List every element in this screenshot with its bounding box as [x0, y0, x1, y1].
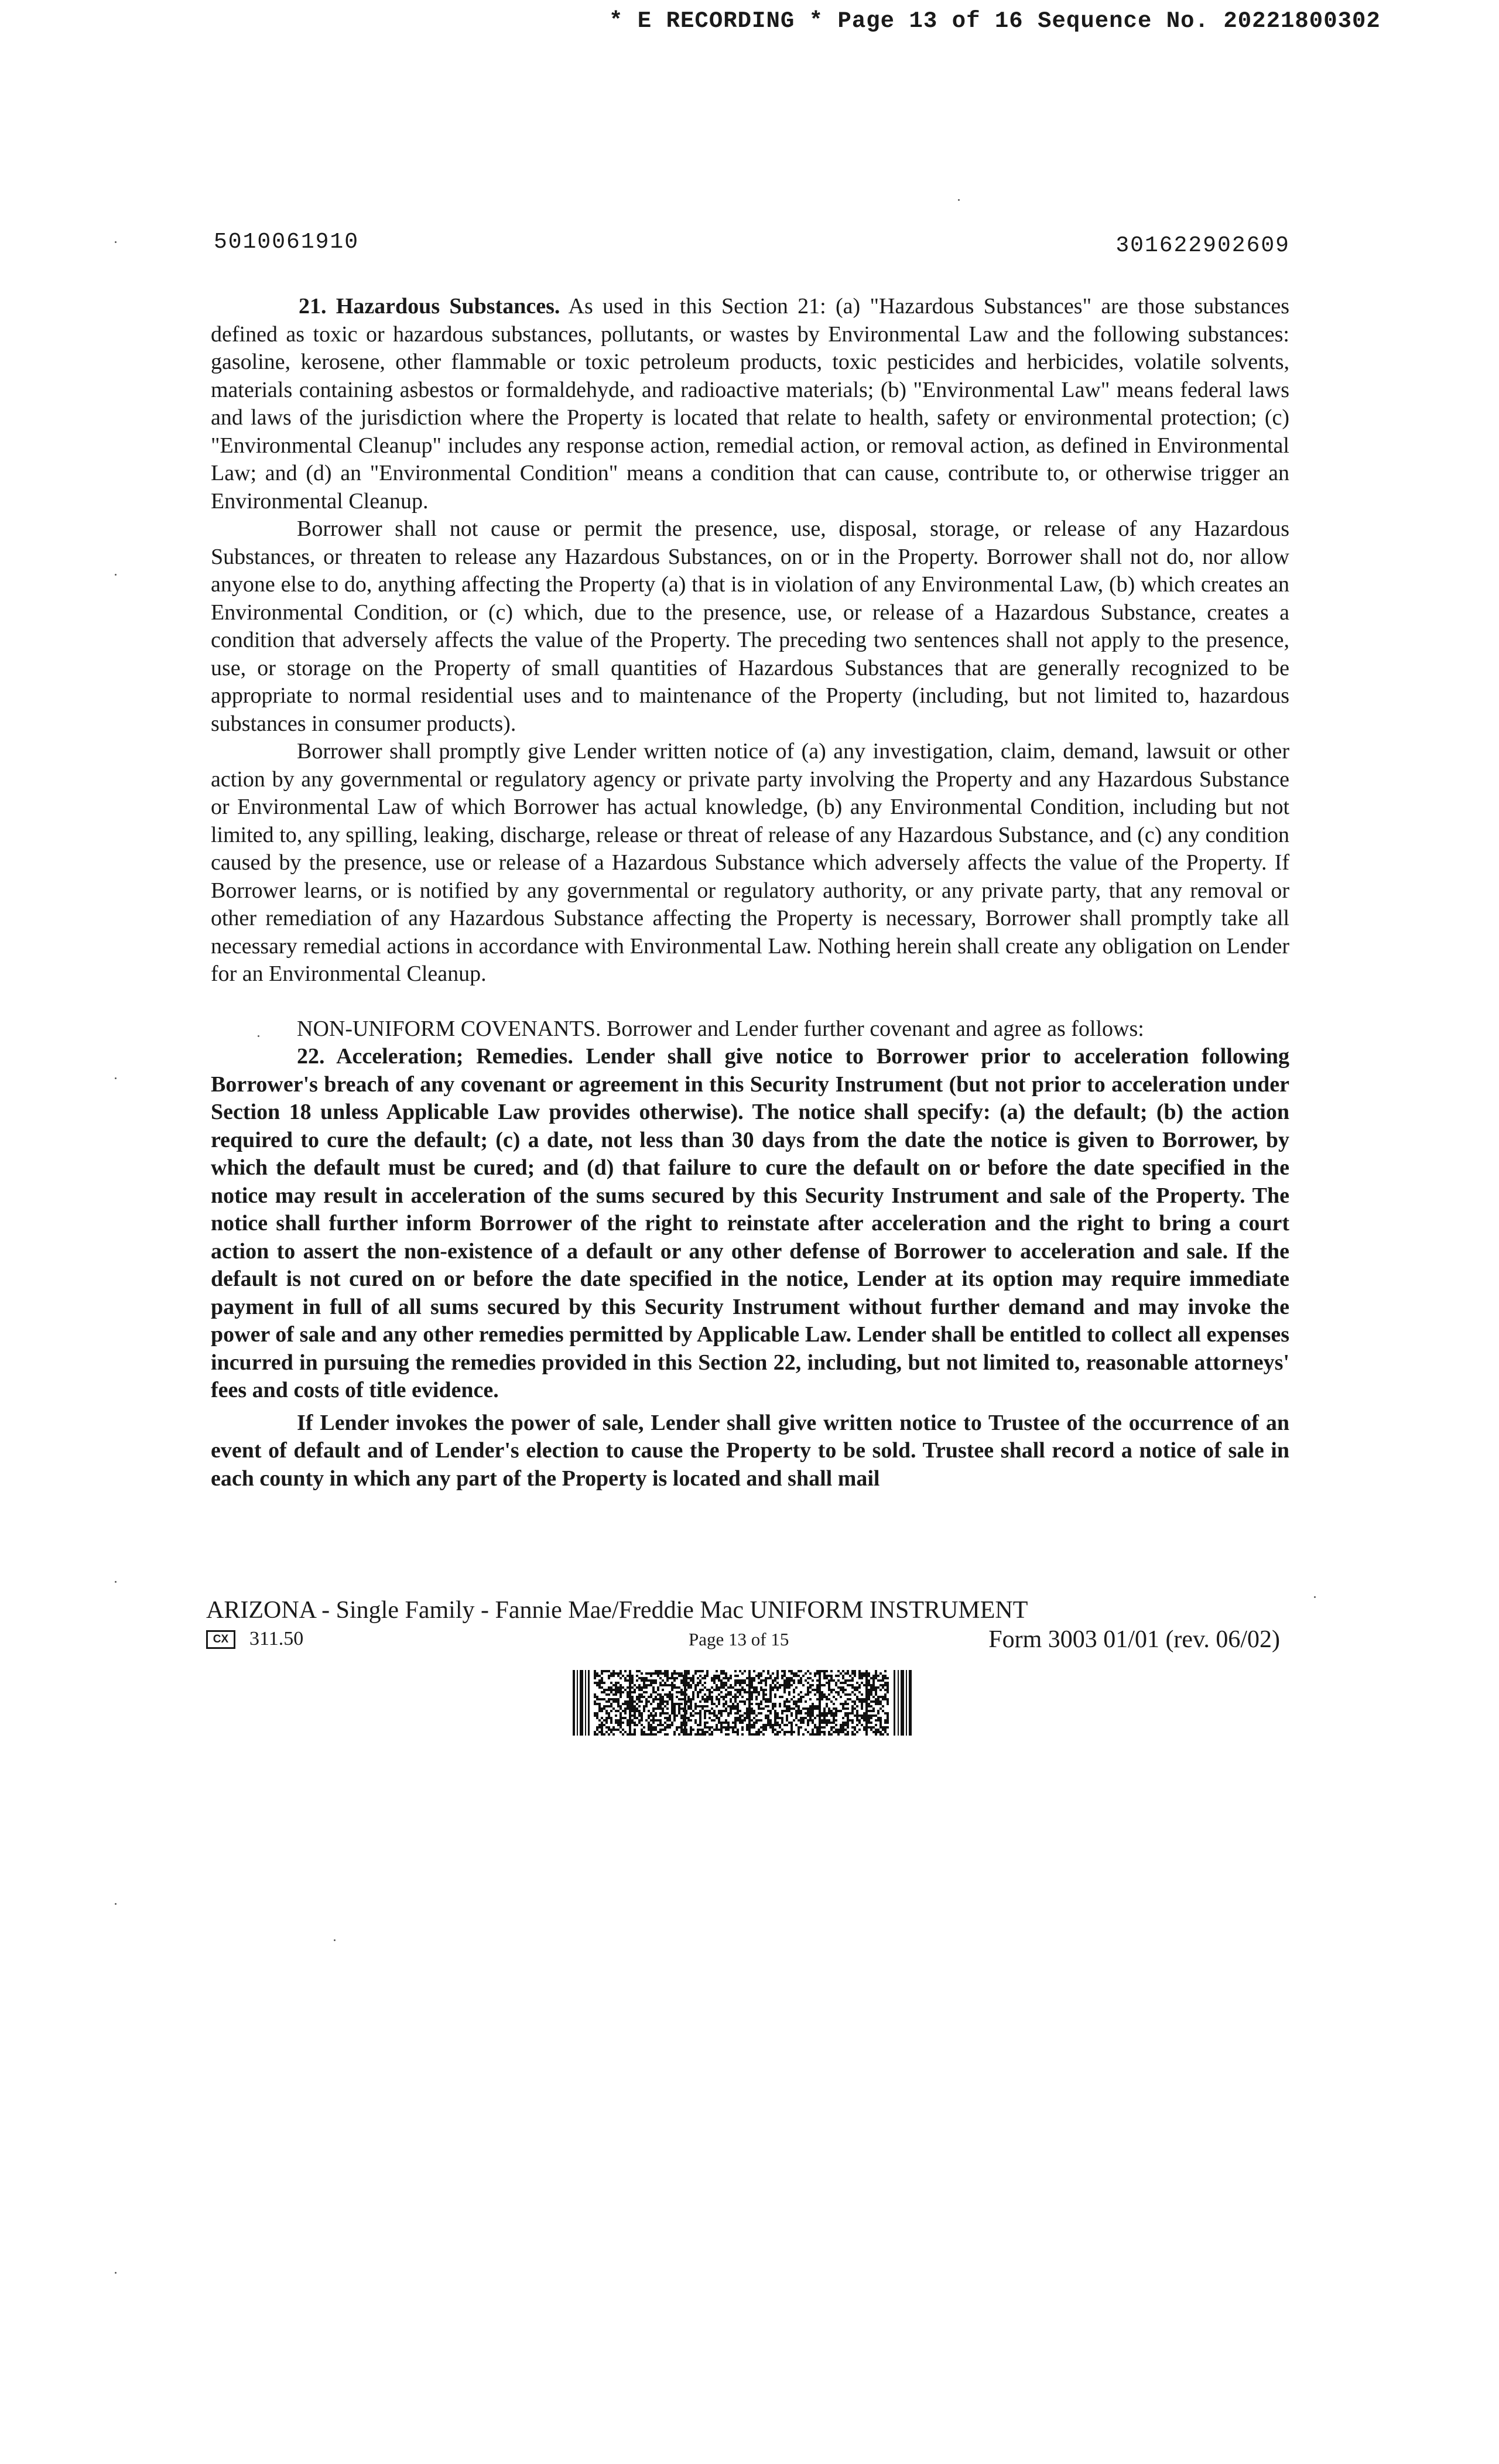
- scan-speck: [958, 199, 960, 201]
- section-21-paragraph-1-text: As used in this Section 21: (a) "Hazardous Substances" are those substances defined as toxic or hazardous substances, pollutants, or wastes by Environmental Law and the following substances: gasoline, kerosene, other flammable or toxic petroleum products, toxic pesticides and herbicides, volatile solvents, materials containing asbestos or formaldehyde, and radioactive materials; (b) "Environmental Law" means federal laws and laws of the jurisdiction where the Property is located that relate to health, safety or environmental protection; (c) "Environmental Cleanup" includes any response action, remedial action, or removal action, as defined in Environmental Law; and (d) an "Environmental Condition" means a condition that can cause, contribute to, or otherwise trigger an Environmental Cleanup.: [211, 294, 1289, 514]
- form-number: 311.50: [249, 1628, 304, 1649]
- loan-number-left: 5010061910: [214, 230, 360, 255]
- scan-speck: [115, 241, 117, 243]
- footer-instrument-title: ARIZONA - Single Family - Fannie Mae/Freddie Mac UNIFORM INSTRUMENT: [206, 1597, 1028, 1624]
- scan-speck: [115, 574, 117, 576]
- footer-row: [206, 1628, 1284, 1657]
- scan-speck: [334, 1939, 336, 1941]
- section-21-title: 21. Hazardous Substances.: [299, 294, 560, 319]
- scan-speck: [1314, 1596, 1316, 1598]
- scan-speck: [115, 1581, 117, 1583]
- page-number: Page 13 of 15: [689, 1629, 789, 1649]
- scan-speck: [115, 1077, 117, 1079]
- scan-speck: [115, 1903, 117, 1905]
- form-revision: Form 3003 01/01 (rev. 06/02): [988, 1626, 1280, 1653]
- section-21-paragraph-1: [211, 293, 1289, 515]
- recording-stamp: * E RECORDING * Page 13 of 16 Sequence No. 20221800302: [609, 8, 1381, 34]
- non-uniform-covenants-heading: NON-UNIFORM COVENANTS. Borrower and Lender further covenant and agree as follows:: [297, 1016, 1144, 1041]
- section-22-paragraph-2: If Lender invokes the power of sale, Lender shall give written notice to Trustee of the occurrence of an event of default and of Lender's election to cause the Property to be sold. Trustee shall record a notice of sale in each county in which any part of the Property is located and shall mail: [211, 1410, 1289, 1491]
- document-body: [211, 293, 1289, 1493]
- loan-number-right: 301622902609: [1115, 233, 1290, 258]
- section-21-paragraph-2: Borrower shall not cause or permit the presence, use, disposal, storage, or release of any Hazardous Substances, or threaten to release any Hazardous Substances, on or in the Property. Borrower shall not do, nor allow anyone else to do, anything affecting the Property (a) that is in violation of any Environmental Law, (b) which creates an Environmental Condition, or (c) which, due to the presence, use, or release of a Hazardous Substance, creates a condition that adversely affects the value of the Property. The preceding two sentences shall not apply to the presence, use, or storage on the Property of small quantities of Hazardous Substances that are generally recognized to be appropriate to normal residential uses and to maintenance of the Property (including, but not limited to, hazardous substances in consumer products).: [211, 516, 1289, 736]
- section-21-paragraph-3: Borrower shall promptly give Lender written notice of (a) any investigation, claim, demand, lawsuit or other action by any governmental or regulatory agency or private party involving the Property and any Hazardous Substance or Environmental Law of which Borrower has actual knowledge, (b) any Environmental Condition, including but not limited to, any spilling, leaking, discharge, release or threat of release of any Hazardous Substance, and (c) any condition caused by the presence, use or release of a Hazardous Substance which adversely affects the value of the Property. If Borrower learns, or is notified by any governmental or regulatory authority, or any private party, that any removal or other remediation of any Hazardous Substance affecting the Property is necessary, Borrower shall promptly take all necessary remedial actions in accordance with Environmental Law. Nothing herein shall create any obligation on Lender for an Environmental Cleanup.: [211, 739, 1289, 986]
- scan-speck: [258, 1035, 259, 1037]
- section-22-paragraph-1: 22. Acceleration; Remedies. Lender shall give notice to Borrower prior to acceleration following Borrower's breach of any covenant or agreement in this Security Instrument (but not prior to acceleration under Section 18 unless Applicable Law provides otherwise). The notice shall specify: (a) the default; (b) the action required to cure the default; (c) a date, not less than 30 days from the date the notice is given to Borrower, by which the default must be cured; and (d) that failure to cure the default on or before the date specified in the notice may result in acceleration of the sums secured by this Security Instrument and sale of the Property. The notice shall further inform Borrower of the right to reinstate after acceleration and the right to bring a court action to assert the non-existence of a default or any other defense of Borrower to acceleration and sale. If the default is not cured on or before the date specified in the notice, Lender at its option may require immediate payment in full of all sums secured by this Security Instrument without further demand and may invoke the power of sale and any other remedies permitted by Applicable Law. Lender shall be entitled to collect all expenses incurred in pursuing the remedies provided in this Section 22, including, but not limited to, reasonable attorneys' fees and costs of title evidence.: [211, 1044, 1289, 1402]
- barcode-icon: [573, 1670, 912, 1736]
- scan-speck: [115, 2272, 117, 2274]
- form-code-badge: CX: [206, 1630, 235, 1649]
